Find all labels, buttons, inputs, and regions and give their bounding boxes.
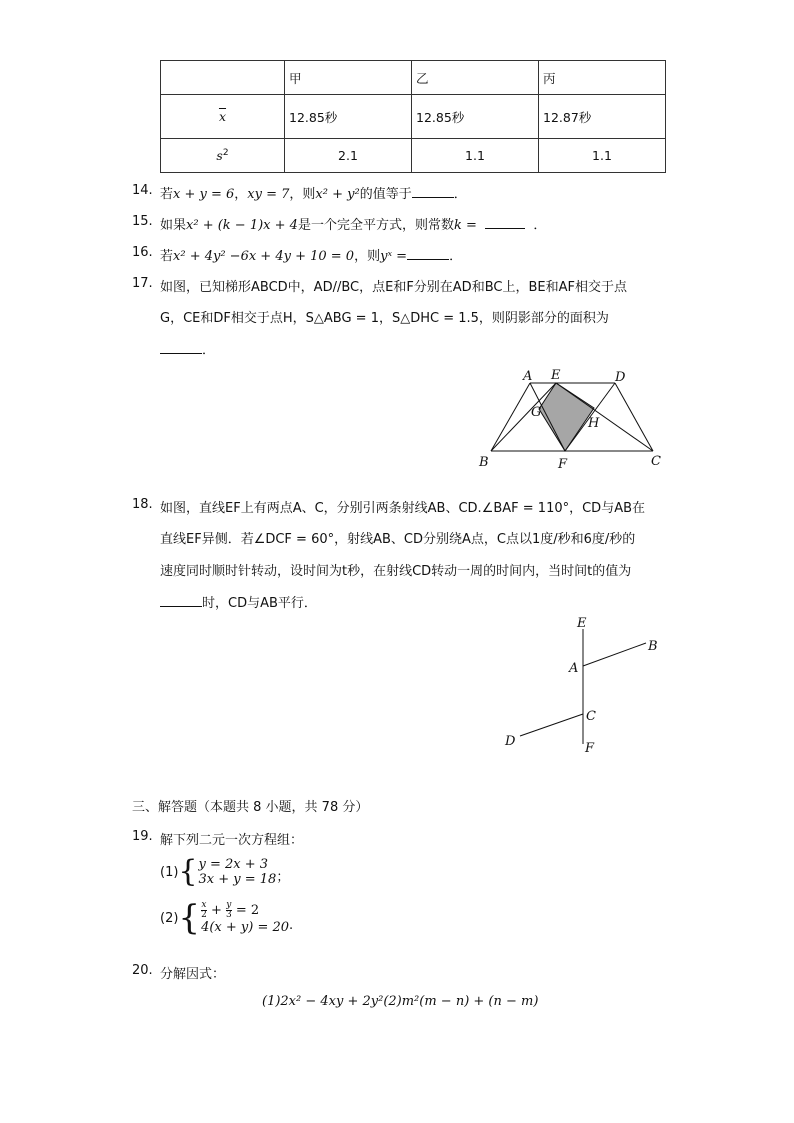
label-C: C (651, 454, 661, 469)
segment-DC (615, 383, 653, 451)
rays-figure (495, 612, 670, 760)
answer-blank[interactable] (485, 227, 525, 229)
label-G: G (531, 405, 542, 420)
answer-blank[interactable] (407, 258, 449, 260)
table-header-jia: 甲 (285, 61, 412, 95)
question-number: 15. (132, 214, 153, 229)
question-20: 分解因式： (160, 967, 226, 982)
question-number: 14. (132, 183, 153, 198)
question-18-line2: 直线EF异侧．若∠DCF = 60°，射线AB、CD分别绕A点，C点以1度/秒和6度/秒的 (160, 532, 636, 547)
equation: $\frac{x}{2}$ + $\frac{y}{3}$ = 2 (201, 900, 260, 920)
question-17-line1: 如图，已知梯形ABCD中，AD//BC，点E和F分别在AD和BC上，BE和AF相交于点 (160, 280, 627, 295)
table-header-empty (161, 61, 285, 95)
system-2: (2) { $\frac{x}{2}$ + $\frac{y}{3}$ = 2 4(x + y) = 20 . (160, 898, 294, 938)
question-number: 20. (132, 963, 153, 978)
label-H: H (588, 416, 600, 431)
question-19: 解下列二元一次方程组： (160, 833, 304, 848)
label-A: A (569, 661, 579, 676)
label-F: F (585, 741, 595, 756)
question-20-formula: (1)2x² − 4xy + 2y²(2)m²(m − n) + (n − m) (262, 994, 539, 1009)
answer-blank[interactable] (160, 352, 202, 354)
question-17-line3: ． (160, 339, 215, 358)
question-number: 19. (132, 829, 153, 844)
equation: y = 2x + 3 (198, 857, 269, 872)
stats-table (160, 60, 666, 173)
label-A: A (523, 369, 533, 384)
table-header-bing: 丙 (539, 61, 666, 95)
question-number: 16. (132, 245, 153, 260)
label-C: C (586, 709, 596, 724)
question-16: 若x² + 4y² −6x + 4y + 10 = 0，则yˣ = ． (160, 249, 463, 264)
table-cell: 1.1 (412, 139, 539, 173)
label-D: D (615, 370, 626, 385)
table-row-label-variance: $s^2$ (161, 139, 285, 173)
equation: 3x + y = 18 (198, 872, 277, 887)
label-F: F (558, 457, 568, 472)
question-15: 如果x² + (k − 1)x + 4是一个完全平方式，则常数k = ． (160, 218, 547, 233)
label-E: E (577, 616, 587, 631)
question-17-line2: G，CE和DF相交于点H，S△ABG = 1，S△DHC = 1.5，则阴影部分的面积为 (160, 311, 609, 326)
ray-CD (520, 714, 583, 736)
question-number: 18. (132, 497, 153, 512)
table-row-label-mean: $\overline{x}$ (161, 95, 285, 139)
table-header-yi: 乙 (412, 61, 539, 95)
equation: 4(x + y) = 20 (201, 920, 290, 935)
label-B: B (479, 455, 489, 470)
system-1: (1) { y = 2x + 3 3x + y = 18 ； (160, 854, 290, 889)
answer-blank[interactable] (160, 605, 202, 607)
question-18-line4: 时，CD与AB平行． (160, 592, 317, 611)
question-18-line3: 速度同时顺时针转动，设时间为t秒，在射线CD转动一周的时间内，当时间t的值为 (160, 564, 632, 579)
ray-AB (583, 643, 646, 666)
label-B: B (648, 639, 658, 654)
section-title: 三、解答题（本题共 8 小题，共 78 分） (132, 800, 369, 815)
table-cell: 12.87秒 (539, 95, 666, 139)
question-18-line1: 如图，直线EF上有两点A、C，分别引两条射线AB、CD.∠BAF = 110°，CD与AB在 (160, 501, 646, 516)
label-E: E (551, 368, 561, 383)
table-cell: 12.85秒 (412, 95, 539, 139)
table-cell: 2.1 (285, 139, 412, 173)
question-number: 17. (132, 276, 153, 291)
label-D: D (505, 734, 516, 749)
trapezoid-figure (470, 360, 670, 475)
question-14: 若x + y = 6，xy = 7，则x² + y²的值等于 ． (160, 187, 467, 202)
table-cell: 12.85秒 (285, 95, 412, 139)
answer-blank[interactable] (412, 196, 454, 198)
table-cell: 1.1 (539, 139, 666, 173)
